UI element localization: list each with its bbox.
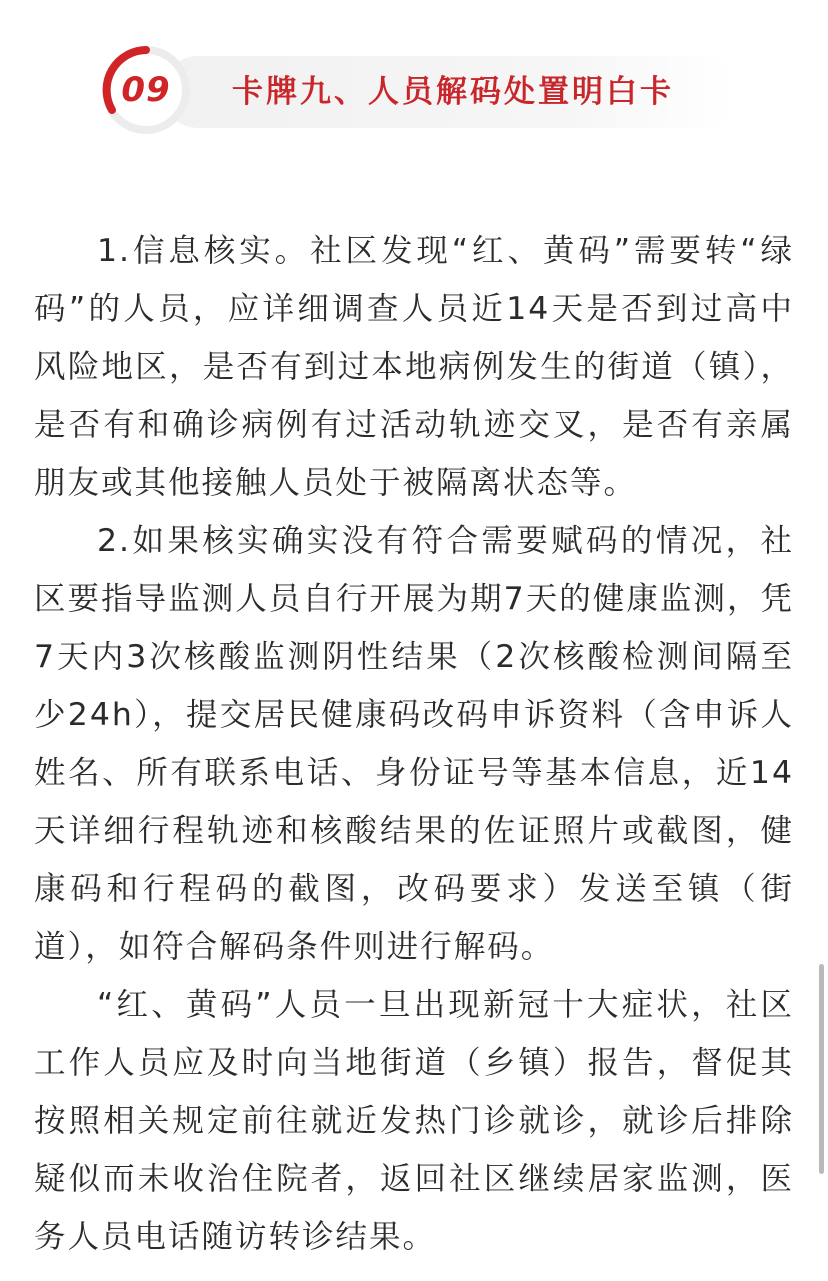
paragraph-symptom-reporting: “红、黄码”人员一旦出现新冠十大症状，社区工作人员应及时向当地街道（乡镇）报告，督促其按照相关规定前往就近发热门诊就诊，就诊后排除疑似而未收治住院者，返回社区继续居家监测，医务人员电话随访转诊结果。 — [34, 987, 794, 1255]
article-body — [34, 222, 794, 1266]
page-title: 卡牌九、人员解码处置明白卡 — [232, 74, 674, 110]
paragraph-info-verification: 1.信息核实。社区发现“红、黄码”需要转“绿码”的人员，应详细调查人员近14天是否到过高中风险地区，是否有到过本地病例发生的街道（镇），是否有和确诊病例有过活动轨迹交叉，是否有亲属朋友或其他接触人员处于被隔离状态等。 — [34, 233, 794, 501]
badge-number: 09 — [121, 70, 171, 110]
card-header — [100, 44, 740, 136]
paragraph-health-monitoring: 2.如果核实确实没有符合需要赋码的情况，社区要指导监测人员自行开展为期7天的健康监测，凭7天内3次核酸监测阴性结果（2次核酸检测间隔至少24h），提交居民健康码改码申诉资料（含申诉人姓名、所有联系电话、身份证号等基本信息，近14天详细行程轨迹和核酸结果的佐证照片或截图，健康码和行程码的截图，改码要求）发送至镇（街道），如符合解码条件则进行解码。 — [34, 523, 794, 965]
scrollbar[interactable] — [819, 964, 824, 1174]
number-badge — [100, 44, 192, 136]
